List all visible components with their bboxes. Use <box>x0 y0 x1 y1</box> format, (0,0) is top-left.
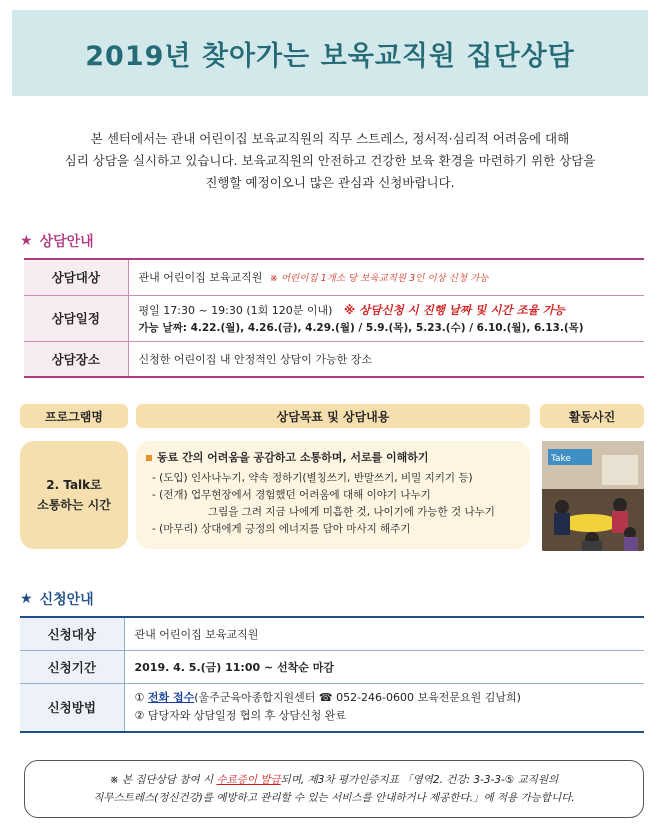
table-row <box>24 295 644 341</box>
method-detail: (울주군육아종합지원센터 ☎ 052-246-0600 보육전문요원 김남희) <box>194 691 521 705</box>
consult-heading-label: 상담안내 <box>39 234 94 250</box>
row-value: 2019. 4. 5.(금) 11:00 ~ 선착순 마감 <box>124 650 644 683</box>
apply-info-table <box>20 616 644 733</box>
footer-line: 직무스트레스(정신건강)를 예방하고 관리할 수 있는 서비스를 안내하거나 제공한다.」에 적용 가능합니다. <box>93 792 575 804</box>
footer-line <box>110 771 558 789</box>
row-label: 신청기간 <box>20 650 124 683</box>
activity-photo <box>542 441 644 551</box>
page-title: 2019년 찾아가는 보육교직원 집단상담 <box>85 40 575 72</box>
row-label: 상담대상 <box>24 259 128 295</box>
program-step: - (도입) 인사나누기, 약속 정하기(별칭쓰기, 반말쓰기, 비밀 지키기 등) <box>152 472 473 484</box>
program-step: - (마무리) 상대에게 긍정의 에너지를 담아 마사지 해주기 <box>152 523 411 535</box>
intro-text <box>20 128 640 194</box>
row-value <box>128 259 644 295</box>
program-name-line: 소통하는 시간 <box>37 498 111 512</box>
star-icon: ★ <box>20 591 33 607</box>
table-row <box>20 617 644 650</box>
table-row <box>20 650 644 683</box>
schedule-note: ※ 상담신청 시 진행 날짜 및 시간 조율 가능 <box>343 302 565 317</box>
intro-line: 본 센터에서는 관내 어린이집 보육교직원의 직무 스트레스, 정서적·심리적 어려움에 대해 <box>90 131 570 146</box>
phone-apply-link[interactable]: 전화 접수 <box>147 691 195 705</box>
program-name-line: 2. Talk로 <box>46 478 102 492</box>
row-value: 신청한 어린이집 내 안정적인 상담이 가능한 장소 <box>128 341 644 377</box>
footer-text: 되며, 제3차 평가인증지표 「영역2. 건강: 3-3-3-⑤ 교직원의 <box>280 774 559 786</box>
program-content <box>136 441 530 549</box>
row-label: 상담장소 <box>24 341 128 377</box>
target-note: ※ 어린이집 1개소 당 보육교직원 3인 이상 신청 가능 <box>269 273 489 285</box>
title-banner <box>12 10 648 96</box>
target-value: 관내 어린이집 보육교직원 <box>138 271 263 285</box>
schedule-dates: 가능 날짜: 4.22.(월), 4.26.(금), 4.29.(월) / 5.9.(목), 5.23.(수) / 6.10.(월), 6.13.(목) <box>138 321 584 334</box>
row-label: 신청방법 <box>20 683 124 732</box>
method-line <box>135 689 635 707</box>
consult-info-table <box>24 258 644 378</box>
row-label: 신청대상 <box>20 617 124 650</box>
footer-text: ※ 본 집단상담 참여 시 <box>109 774 217 786</box>
program-step: 그림을 그려 지금 나에게 미흡한 것, 나이기에 가능한 것 나누기 <box>208 506 495 518</box>
intro-line: 심리 상담을 실시하고 있습니다. 보육교직원의 안전하고 건강한 보육 환경을 마련하기 위한 상담을 <box>64 153 596 168</box>
photo-sign-text: Take <box>551 454 571 464</box>
footer-highlight: 수료증이 발급 <box>216 774 281 786</box>
table-row <box>20 683 644 732</box>
row-value: 관내 어린이집 보육교직원 <box>124 617 644 650</box>
schedule-time: 평일 17:30 ~ 19:30 (1회 120분 이내) <box>138 303 333 317</box>
table-row <box>24 259 644 295</box>
apply-heading-label: 신청안내 <box>39 592 94 608</box>
activity-photo-image <box>542 441 644 551</box>
method-number: ① <box>134 691 145 705</box>
footer-note <box>24 760 644 818</box>
program-content-header: 상담목표 및 상담내용 <box>136 404 530 428</box>
apply-section-heading <box>20 589 94 609</box>
goal-text: 동료 간의 어려움을 공감하고 소통하며, 서로를 이해하기 <box>157 451 429 464</box>
intro-line: 진행할 예정이오니 많은 관심과 신청바랍니다. <box>205 175 455 190</box>
program-goal <box>146 449 520 466</box>
program-name-header: 프로그램명 <box>20 404 128 428</box>
consult-section-heading <box>20 231 94 251</box>
row-value <box>128 295 644 341</box>
program-step: - (전개) 업무현장에서 경험했던 어려움에 대해 이야기 나누기 <box>152 489 431 501</box>
row-label: 상담일정 <box>24 295 128 341</box>
row-value <box>124 683 644 732</box>
table-row <box>24 341 644 377</box>
program-name <box>20 441 128 549</box>
square-bullet-icon <box>146 455 152 461</box>
method-line: ② 담당자와 상담일정 협의 후 상담신청 완료 <box>134 709 346 723</box>
program-photo-header: 활동사진 <box>540 404 644 428</box>
star-icon: ★ <box>20 233 33 249</box>
